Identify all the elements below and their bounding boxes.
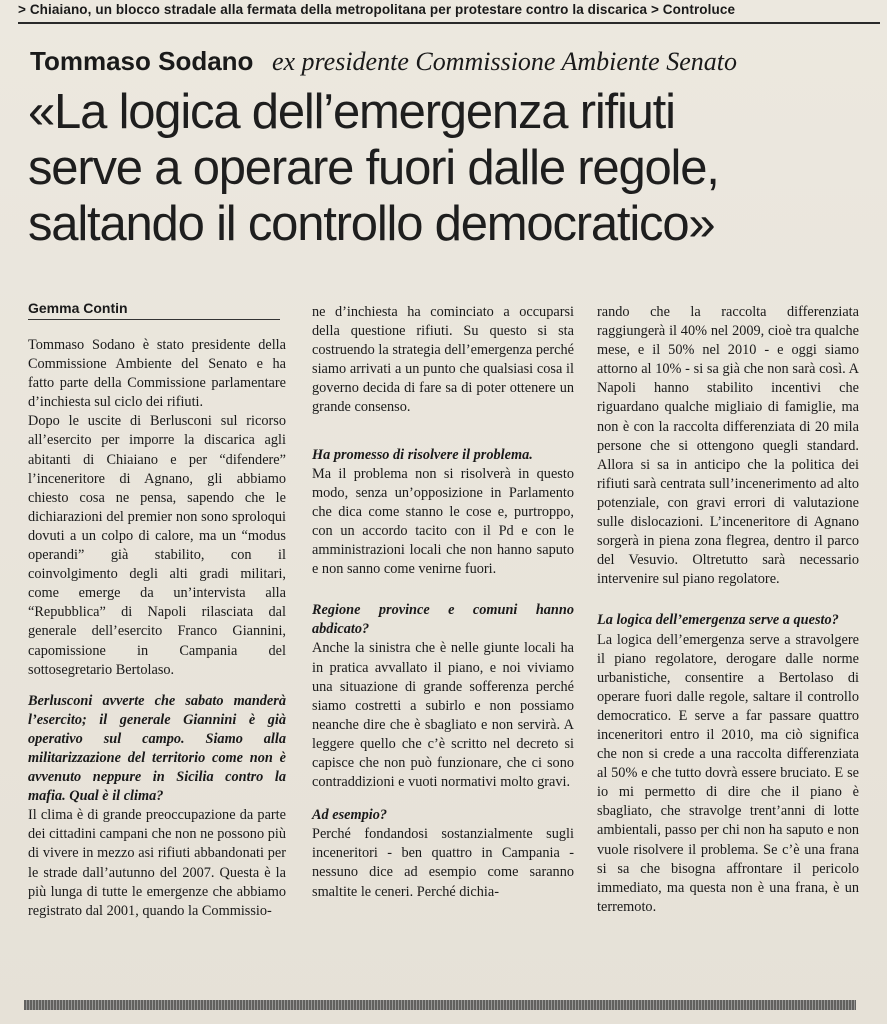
- paragraph: Anche la sinistra che è nelle giunte locali ha in pratica avvallato il piano, e noi viviamo una situazione di grande sofferenza perché siamo costretti a subirlo e non possiamo neanche dire che è sbagliato e non servirà. A leggere quello che c’è scritto nel decreto si capisce che non può funzionare, che ci sono contraddizioni e vuoti normativi molto gravi.: [312, 640, 574, 791]
- article-column-2: [312, 303, 574, 902]
- section-kicker: > Chiaiano, un blocco stradale alla fermata della metropolitana per protestare contro la discarica > Controluce: [18, 2, 736, 17]
- interview-question: La logica dell’emergenza serve a questo?: [597, 612, 839, 629]
- paragraph: Il clima è di grande preoccupazione da parte dei cittadini campani che non ne possono più di vivere in mezzo asi rifiuti abbandonati per le strade dall’autunno del 2007. Questa è la più lunga di tutte le emergenze che abbiamo registrato dal 2001, quando la Commissio-: [28, 807, 286, 919]
- paragraph: Dopo le uscite di Berlusconi sul ricorso all’esercito per imporre la discarica agli abitanti di Chiaiano e per “difendere” l’inceneritore di Agnano, gli abbiamo chiesto cosa ne pensa, sapendo che le dichiarazioni del premier non sono sproloqui dovuti a un colpo di calore, ma un “modus operandi” già stabilito, con il coinvolgimento degli alti gradi militari, come emerge da un’intervista alla “Repubblica” di Napoli rilasciata dal generale dell’esercito Franco Giannini, capomissione in Campania del sottosegretario Bertolaso.: [28, 413, 286, 678]
- paragraph: rando che la raccolta differenziata raggiungerà il 40% nel 2009, cioè tra qualche mese, e il 50% nel 2010 - e oggi siamo attorno al 10% - si sa già che non sarà così. A Napoli hanno stabilito incentivi che riguardano qualche migliaio di famiglie, ma non è con la raccolta differenziata di 20 mila persone che si ottengono quegli standard. Allora si sa in anticipo che la politica dei rifiuti sarà centrata sull’incenerimento ad alto potenziale, con gravi errori di valutazione sulle dislocazioni. L’inceneritore di Agnano sorgerà in piena zona flegrea, dentro il parco del Vesuvio. Oltretutto sarà necessario intervenire sul piano regolatore.: [597, 304, 859, 588]
- headline: [28, 84, 878, 252]
- top-rule: [18, 22, 880, 24]
- interview-question: Regione province e comuni hanno abdicato?: [312, 602, 574, 638]
- interviewee-name: Tommaso Sodano: [30, 46, 254, 76]
- interview-question: Ha promesso di risolvere il problema.: [312, 446, 533, 463]
- paragraph: Ma il problema non si risolverà in questo modo, senza un’opposizione in Parlamento che dica come stanno le cose e, purtroppo, con un accordo tacito con il Pd e con le amministrazioni locali che non hanno saputo e non sanno come venirne fuori.: [312, 465, 574, 578]
- article-column-1: [28, 336, 286, 921]
- interview-question: Berlusconi avverte che sabato manderà l’esercito; il generale Giannini è già operativo sul campo. Siamo alla militarizzazione del territorio come non è avvenuto neppure in Sicilia contro la mafia. Qual è il clima?: [28, 692, 286, 805]
- paragraph: La logica dell’emergenza serve a stravolgere il piano regolatore, derogare dalle norme urbanistiche, consentire a Bertolaso di operare fuori dalle regole, saltare il controllo democratico. E serve a far passare quattro inceneritori entro il 2010, ma ciò significa che non si crede a una raccolta differenziata al 50% e che tutto dovrà essere bruciato. E se io mi permetto di dire che il piano è sbagliato, che stravolge trent’anni di lotte ambientali, passo per chi non ha saputo e non vuole risolvere il problema. Se c’è una frana si sa che bisogna affrontare il pericolo immediato, ma questa non è una frana, è un terremoto.: [597, 631, 859, 915]
- interviewee-line: [30, 46, 880, 77]
- paragraph: Tommaso Sodano è stato presidente della Commissione Ambiente del Senato e ha fatto parte della Commissione parlamentare d’inchiesta sul ciclo dei rifiuti.: [28, 337, 286, 411]
- author-byline: Gemma Contin: [28, 300, 280, 320]
- paragraph: ne d’inchiesta ha cominciato a occuparsi della questione rifiuti. Su questo si sta costruendo la strategia dell’emergenza perché siamo arrivati a un punto che qualsiasi cosa il governo decida di fare sa di poter ottenere un grande consenso.: [312, 304, 574, 416]
- bottom-rule: [24, 1000, 856, 1010]
- headline-line-1: «La logica dell’emergenza rifiuti: [28, 85, 675, 139]
- paragraph: Perché fondandosi sostanzialmente sugli inceneritori - ben quattro in Campania - nessuno dice ad esempio come saranno smaltite le ceneri. Perché dichia-: [312, 826, 574, 900]
- interviewee-role: ex presidente Commissione Ambiente Senato: [271, 47, 737, 76]
- interview-question: Ad esempio?: [312, 807, 388, 824]
- article-column-3: [597, 303, 859, 917]
- headline-line-2: serve a operare fuori dalle regole,: [28, 141, 719, 195]
- headline-line-3: saltando il controllo democratico»: [28, 197, 715, 251]
